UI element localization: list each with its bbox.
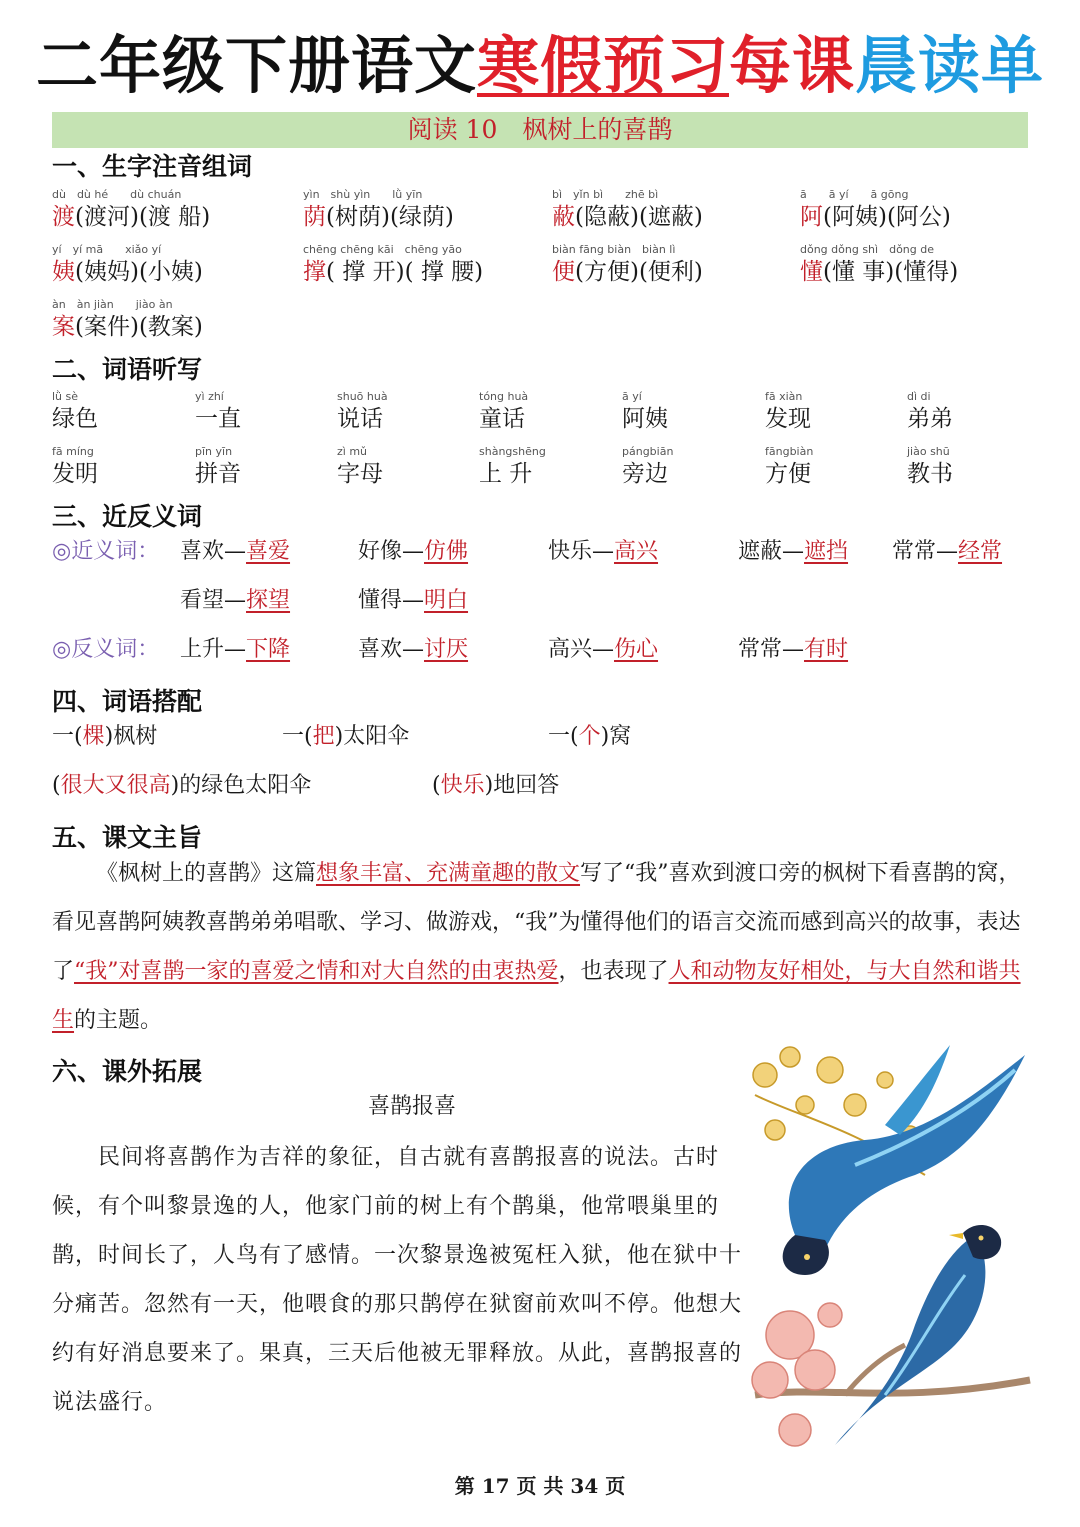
- section-heading-theme: 五、课文主旨: [52, 823, 203, 852]
- dictation-word: tóng huà 童话: [479, 390, 529, 432]
- dictation-word: jiào shū 教书: [907, 445, 953, 487]
- dictation-word: yì zhí 一直: [195, 390, 241, 432]
- antonym-pair: 上升—下降: [180, 637, 291, 662]
- collocation-item: (快乐)地回答: [432, 773, 560, 798]
- dictation-word: zì mǔ 字母: [337, 445, 383, 487]
- synonym-pair: 遮蔽—遮挡: [738, 539, 849, 564]
- antonym-pair: 常常—有时: [738, 637, 849, 662]
- synonym-pair: 快乐—高兴: [548, 539, 659, 564]
- dictation-word: fāngbiàn 方便: [765, 445, 814, 487]
- char-item: biàn fāng biàn biàn lì 便(方便)(便利): [552, 243, 703, 285]
- section-heading-extension: 六、课外拓展: [52, 1057, 203, 1086]
- title-part2: 寒假预习: [476, 29, 729, 102]
- magpie-illustration: [735, 1035, 1035, 1465]
- magpie-lower: [835, 1225, 1001, 1445]
- pink-flowers: [752, 1303, 842, 1446]
- synonym-pair: 常常—经常: [892, 539, 1003, 564]
- dictation-word: shàngshēng 上 升: [479, 445, 546, 487]
- title-part1: 二年级下册语文: [35, 29, 477, 102]
- collocation-item: 一(个)窝: [548, 724, 632, 749]
- section-heading-collocation: 四、词语搭配: [52, 687, 203, 716]
- char-item: chēng chēng kāi chēng yāo 撑( 撑 开)( 撑 腰): [303, 243, 484, 285]
- story-body: 民间将喜鹊作为吉祥的象征，自古就有喜鹊报喜的说法。古时候，有个叫黎景逸的人，他家门前的树上有个鹊巢，他常喂巢里的鹊，时间长了，人鸟有了感情。一次黎景逸被冤枉入狱，他在狱中十分痛苦。忽然有一天，他喂食的那只鹊停在狱窗前欢叫不停。他想大约有好消息要来了。果真，三天后他被无罪释放。从此，喜鹊报喜的说法盛行。: [52, 1145, 743, 1415]
- title-part4: 晨读单: [855, 29, 1045, 102]
- page-footer: 第 17 页 共 34 页: [454, 1474, 626, 1498]
- theme-paragraph: 《枫树上的喜鹊》这篇想象丰富、充满童趣的散文写了“我”喜欢到渡口旁的枫树下看喜鹊的窝，看见喜鹊阿姨教喜鹊弟弟唱歌、学习、做游戏，“我”为懂得他们的语言交流而感到高兴的故事，表达了“我”对喜鹊一家的喜爱之情和对大自然的由衷热爱，也表现了人和动物友好相处，与大自然和谐共生的主题。: [52, 861, 1021, 1033]
- char-item: yìn shù yìn lǜ yīn 荫(树荫)(绿荫): [303, 188, 454, 230]
- antonym-pair: 喜欢—讨厌: [358, 637, 469, 662]
- char-item: dù dù hé dù chuán 渡(渡河)(渡 船): [52, 188, 211, 230]
- synonym-pair: 好像—仿佛: [358, 539, 469, 564]
- dictation-word: shuō huà 说话: [337, 390, 388, 432]
- collocation-item: (很大又很高)的绿色太阳伞: [52, 773, 312, 798]
- synonym-pair: 看望—探望: [180, 588, 291, 613]
- synonym-pair: 喜欢—喜爱: [180, 539, 291, 564]
- story-title: 喜鹊报喜: [367, 1094, 456, 1119]
- collocation-item: 一(棵)枫树: [52, 724, 158, 749]
- antonym-pair: 高兴—伤心: [548, 637, 659, 662]
- char-item: yí yí mā xiǎo yí 姨(姨妈)(小姨): [52, 243, 203, 285]
- collocation-item: 一(把)太阳伞: [282, 724, 410, 749]
- char-item: bì yǐn bì zhē bì 蔽(隐蔽)(遮蔽): [552, 188, 703, 230]
- section-heading-synonyms: 三、近反义词: [52, 502, 203, 531]
- section-heading-dictation: 二、词语听写: [52, 355, 203, 384]
- dictation-word: ā yí 阿姨: [622, 390, 668, 432]
- dictation-word: fā xiàn 发现: [765, 390, 811, 432]
- dictation-word: lǜ sè 绿色: [52, 390, 98, 432]
- section-heading-characters: 一、生字注音组词: [52, 152, 253, 181]
- dictation-word: pīn yīn 拼音: [195, 445, 241, 487]
- antonym-label: ◎反义词：: [52, 637, 160, 662]
- lesson-banner: 阅读 10 枫树上的喜鹊: [52, 112, 1028, 148]
- char-item: ā ā yí ā gōng 阿(阿姨)(阿公): [800, 188, 951, 230]
- dictation-word: fā míng 发明: [52, 445, 98, 487]
- char-item: àn àn jiàn jiào àn 案(案件)(教案): [52, 298, 203, 340]
- synonym-pair: 懂得—明白: [358, 588, 469, 613]
- page-title: [0, 28, 1080, 104]
- title-part3: 每课: [729, 29, 856, 102]
- dictation-word: dì di 弟弟: [907, 390, 953, 432]
- char-item: dǒng dǒng shì dǒng de 懂(懂 事)(懂得): [800, 243, 959, 285]
- dictation-word: pángbiān 旁边: [622, 445, 674, 487]
- synonym-label: ◎近义词：: [52, 539, 160, 564]
